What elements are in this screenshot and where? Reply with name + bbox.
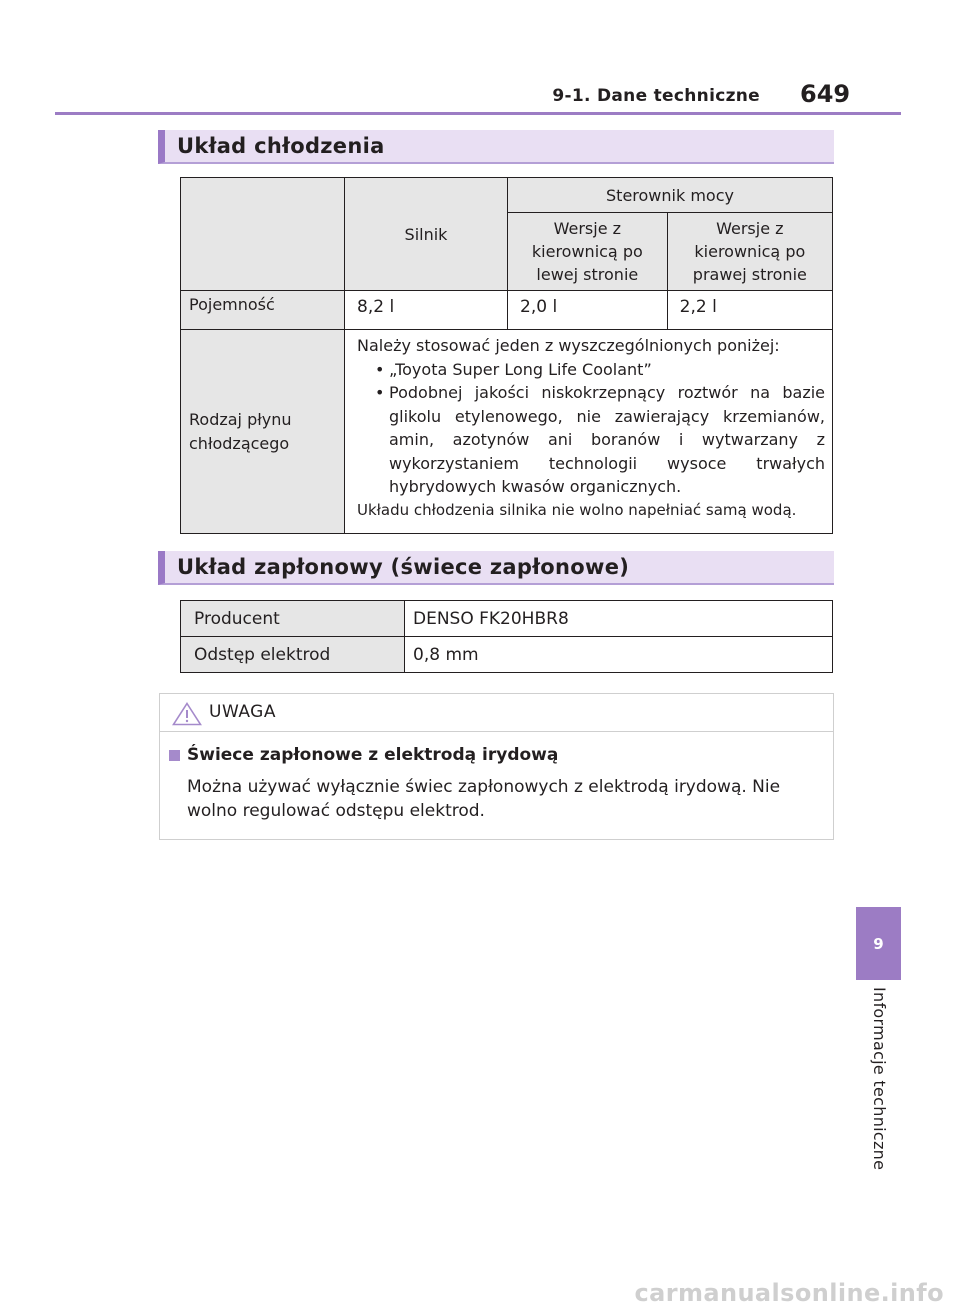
cooling-header-empty — [181, 178, 345, 291]
ignition-section-heading — [158, 551, 834, 585]
warning-text: Można używać wyłącznie świec zapłonowych z elektrodą irydową. Nie wolno regulować odstępu elektrod. — [187, 777, 781, 821]
manufacturer-label: Producent — [181, 601, 405, 637]
col-controller: Sterownik mocy — [508, 178, 833, 213]
col-engine: Silnik — [345, 178, 508, 291]
warning-title: Świece zapłonowe z elektrodą irydową — [187, 745, 559, 765]
coolant-bullet-1: • „Toyota Super Long Life Coolant” — [357, 358, 825, 382]
capacity-engine: 8,2 l — [345, 291, 508, 330]
manufacturer-value: DENSO FK20HBR8 — [405, 601, 833, 637]
chapter-tab — [856, 907, 901, 980]
page-number: 649 — [800, 80, 851, 108]
chapter-label: Informacje techniczne — [870, 987, 889, 1171]
capacity-left: 2,0 l — [508, 291, 668, 330]
capacity-right: 2,2 l — [667, 291, 832, 330]
col-right-hand-drive — [667, 213, 832, 291]
coolant-description — [345, 330, 833, 534]
header-section-title: 9-1. Dane techniczne — [552, 86, 760, 106]
cooling-section-heading — [158, 130, 834, 164]
warning-triangle-icon — [172, 702, 202, 726]
ignition-table — [180, 600, 833, 673]
col-left-text: Wersje z kierownicą po lewej stronie — [531, 219, 643, 284]
col-left-hand-drive — [508, 213, 668, 291]
table-row — [181, 637, 833, 673]
warning-box — [159, 693, 834, 840]
chapter-number: 9 — [873, 935, 884, 953]
square-bullet-icon — [169, 750, 180, 761]
col-right-text: Wersje z kierownicą po prawej stronie — [692, 219, 807, 284]
coolant-bullet-2: • Podobnej jakości niskokrzepnący roztwór na bazie glikolu etylenowego, nie zawierający krzemianów, amin, azotynów ani boranów i wytwarzany z wykorzystaniem technologii wysoce trwałych hybrydowych kwasów organicznych. — [357, 381, 825, 499]
watermark: carmanualsonline.info — [634, 1279, 944, 1307]
table-row — [181, 601, 833, 637]
coolant-note: Układu chłodzenia silnika nie wolno napełniać samą wodą. — [357, 500, 797, 519]
cooling-table — [180, 177, 833, 534]
warning-label: UWAGA — [209, 702, 276, 722]
header-rule — [55, 112, 901, 115]
coolant-intro: Należy stosować jeden z wyszczególnionych poniżej: — [357, 336, 780, 355]
warning-header — [160, 694, 833, 732]
ignition-heading-text: Układ zapłonowy (świece zapłonowe) — [177, 555, 630, 579]
electrode-gap-label: Odstęp elektrod — [181, 637, 405, 673]
coolant-type-label — [181, 330, 345, 534]
coolant-type-label-text: Rodzaj płynu chłodzącego — [189, 409, 292, 453]
electrode-gap-value: 0,8 mm — [405, 637, 833, 673]
capacity-label: Pojemność — [181, 291, 345, 330]
cooling-heading-text: Układ chłodzenia — [177, 134, 385, 158]
